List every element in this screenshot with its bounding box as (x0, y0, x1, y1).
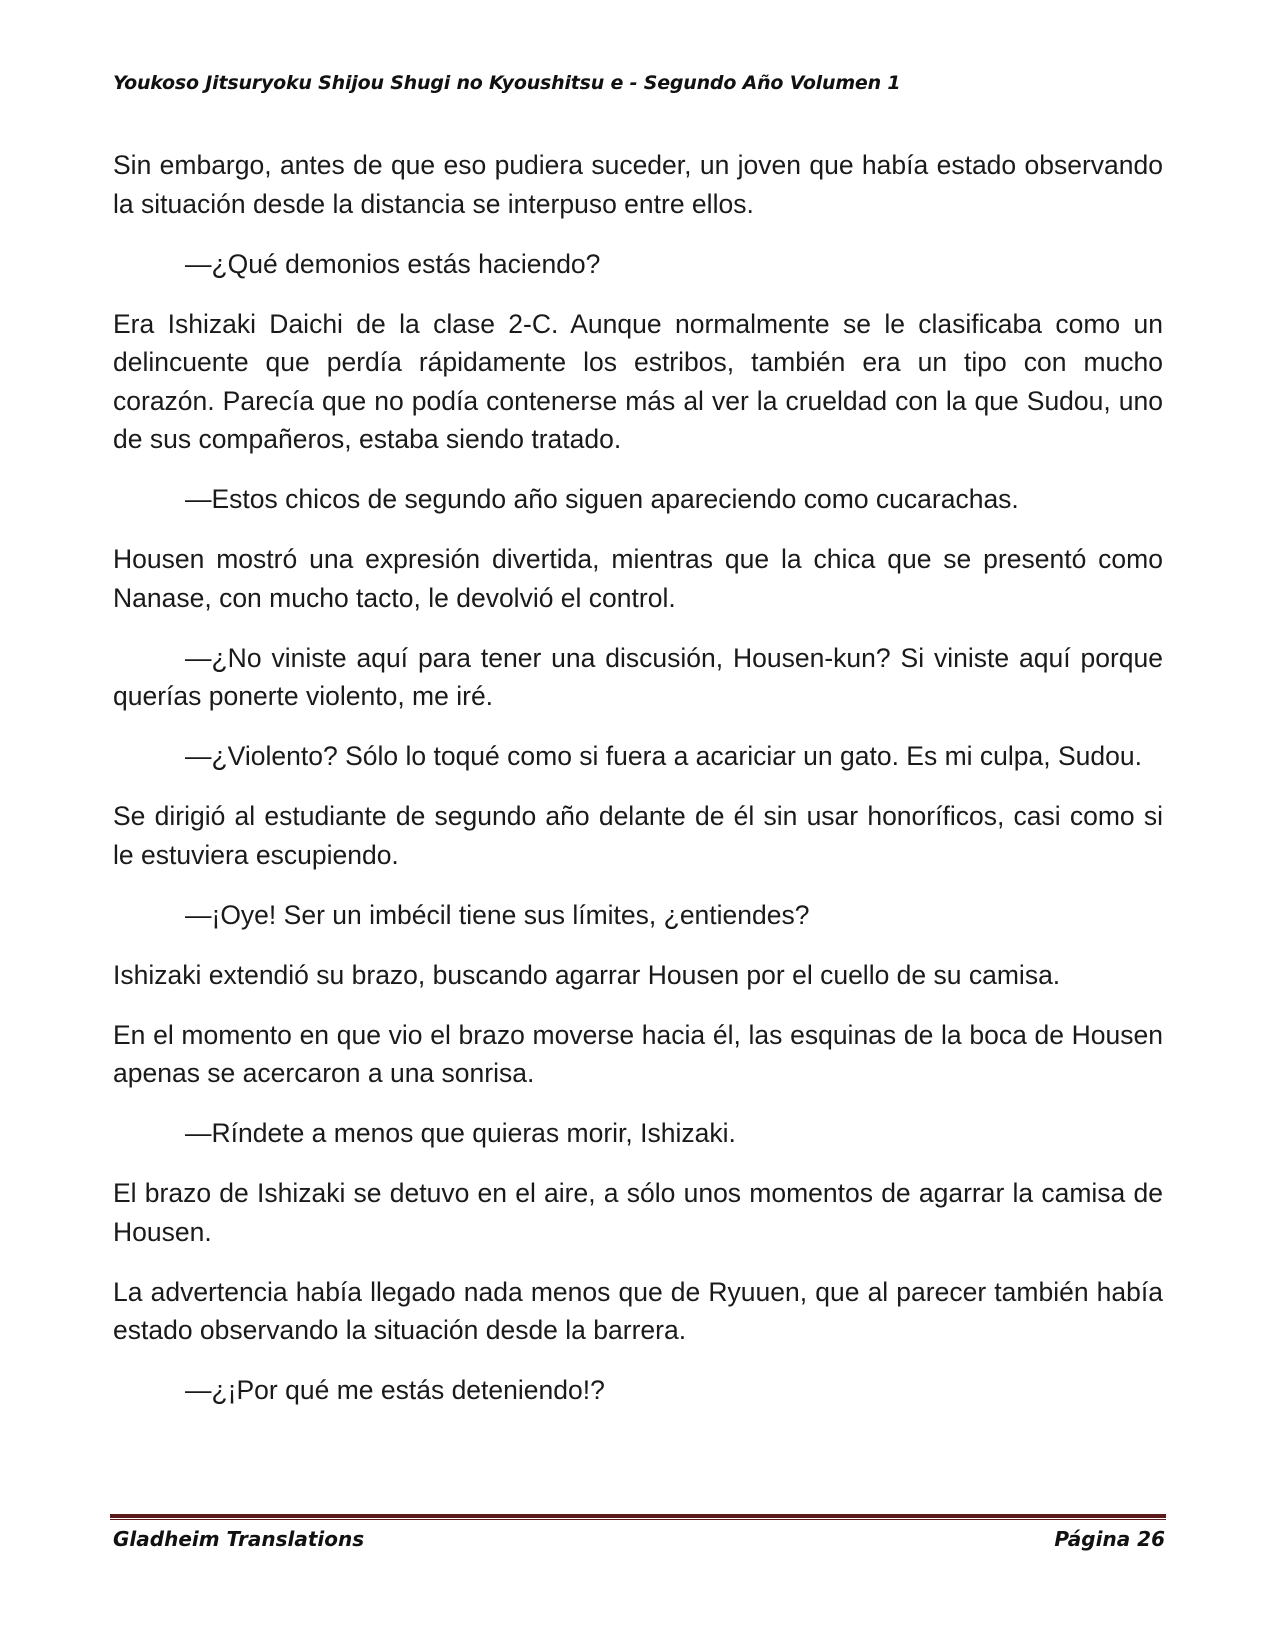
footer-publisher: Gladheim Translations (113, 1527, 365, 1551)
footer-divider (110, 1514, 1166, 1520)
paragraph-3: —Estos chicos de segundo año siguen apareciendo como cucarachas. (185, 484, 1019, 514)
paragraph-0: Sin embargo, antes de que eso pudiera suceder, un joven que había estado observando la situación desde la distancia se interpuso entre ellos. (113, 150, 1163, 219)
paragraph-7: Se dirigió al estudiante de segundo año delante de él sin usar honoríficos, casi como si le estuviera escupiendo. (113, 801, 1163, 870)
paragraph-11: —Ríndete a menos que quieras morir, Ishizaki. (185, 1118, 736, 1148)
paragraph-1: —¿Qué demonios estás haciendo? (185, 248, 601, 279)
paragraph-8: —¡Oye! Ser un imbécil tiene sus límites, ¿entiendes? (185, 899, 810, 930)
paragraph-10: En el momento en que vio el brazo moverse hacia él, las esquinas de la boca de Housen apenas se acercaron a una sonrisa. (113, 1019, 1163, 1088)
paragraph-12: El brazo de Ishizaki se detuvo en el aire, a sólo unos momentos de agarrar la camisa de Housen. (113, 1178, 1163, 1247)
footer-page-number: Página 26 (1054, 1527, 1165, 1551)
page-body (113, 146, 1163, 1431)
paragraph-2: Era Ishizaki Daichi de la clase 2-C. Aunque normalmente se le clasificaba como un delincuente que perdía rápidamente los estribos, también era un tipo con mucho corazón. Parecía que no podía contenerse más al ver la crueldad con la que Sudou, uno de sus compañeros, estaba siendo tratado. (113, 308, 1163, 454)
paragraph-9: Ishizaki extendió su brazo, buscando agarrar Housen por el cuello de su camisa. (113, 959, 1061, 990)
paragraph-6: —¿Violento? Sólo lo toqué como si fuera a acariciar un gato. Es mi culpa, Sudou. (185, 741, 1142, 771)
page-header-title: Youkoso Jitsuryoku Shijou Shugi no Kyoushitsu e - Segundo Año Volumen 1 (113, 72, 901, 94)
paragraph-14: —¿¡Por qué me estás deteniendo!? (185, 1375, 605, 1405)
paragraph-5: —¿No viniste aquí para tener una discusión, Housen-kun? Si viniste aquí porque querías ponerte violento, me iré. (113, 642, 1163, 711)
paragraph-13: La advertencia había llegado nada menos que de Ryuuen, que al parecer también había estado observando la situación desde la barrera. (113, 1276, 1163, 1345)
paragraph-4: Housen mostró una expresión divertida, mientras que la chica que se presentó como Nanase, con mucho tacto, le devolvió el control. (113, 544, 1163, 613)
